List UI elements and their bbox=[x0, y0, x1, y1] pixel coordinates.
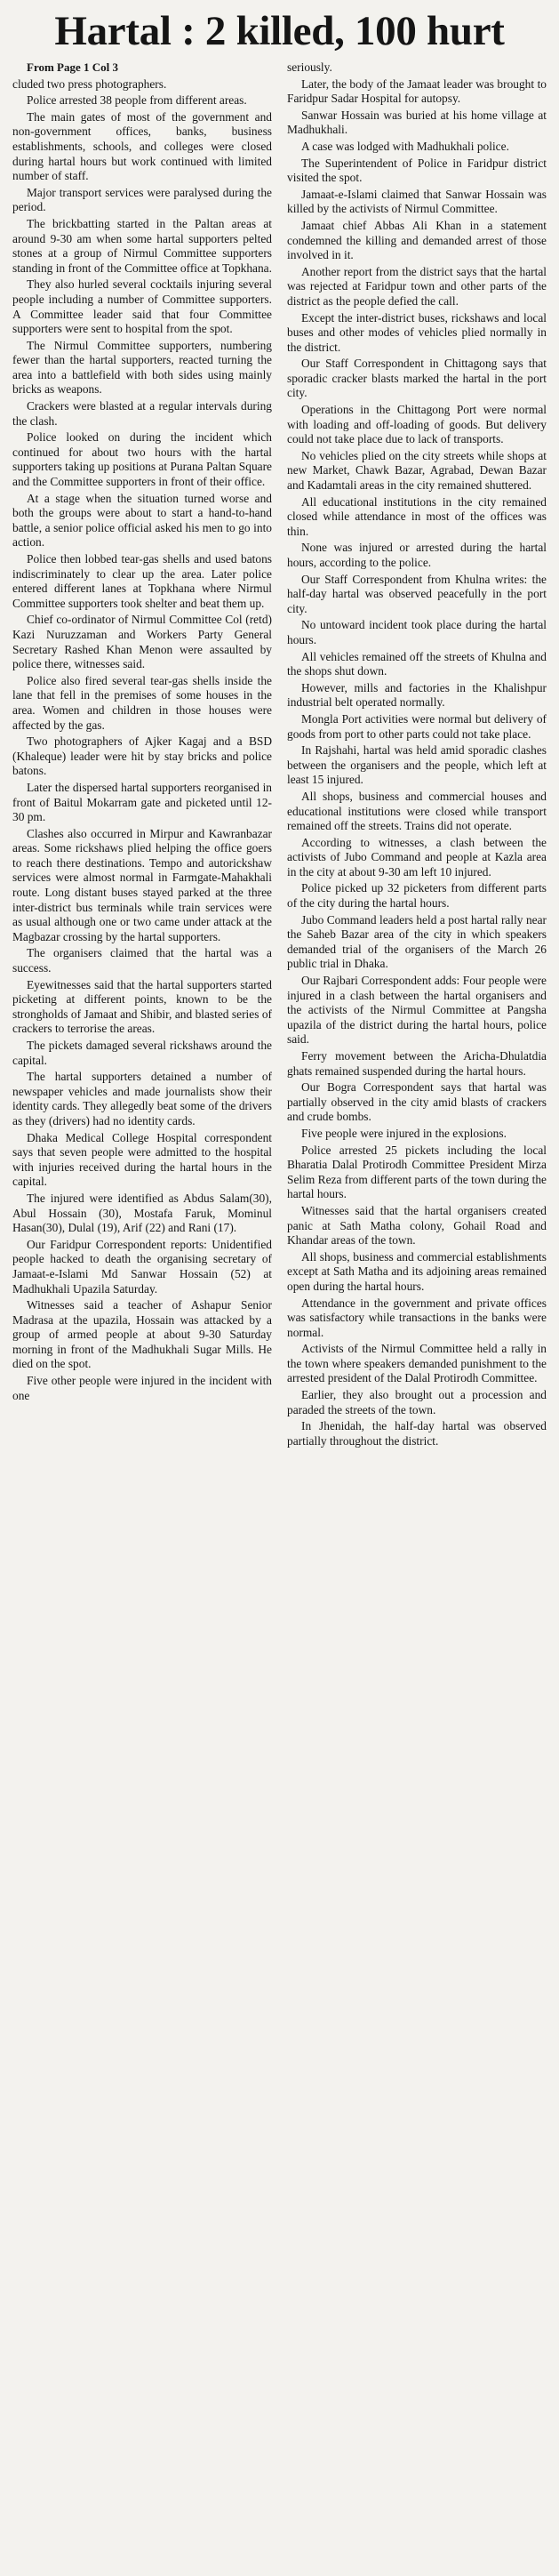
article-paragraph: In Jhenidah, the half-day hartal was observed partially throughout the district. bbox=[287, 1419, 547, 1448]
article-paragraph: seriously. bbox=[287, 60, 332, 74]
article-paragraph: Our Rajbari Correspondent adds: Four people were injured in a clash between the hartal organisers and the activists of the Nirmul Committee at Pangsha upazila of the district during the hartal hours, police said. bbox=[287, 974, 547, 1047]
article-paragraph: All shops, business and commercial houses and educational institutions were closed while transport remained off the streets. Trains did not operate. bbox=[287, 789, 547, 833]
article-paragraph: Crackers were blasted at a regular intervals during the clash. bbox=[12, 399, 272, 428]
article-paragraph: Police arrested 25 pickets including the local Bharatia Dalal Protirodh Committee President Mirza Selim Reza from different parts of the town during the hartal hours. bbox=[287, 1143, 547, 1201]
article-paragraph: Major transport services were paralysed during the period. bbox=[12, 185, 272, 214]
article-paragraph: Our Faridpur Correspondent reports: Unidentified people hacked to death the organising secretary of Jamaat-e-Islami Md Sanwar Hossain (52) at Madhukhali Upazila Saturday. bbox=[12, 1237, 272, 1296]
article-paragraph: The injured were identified as Abdus Salam(30), Abul Hossain (30), Mostafa Faruk, Mominul Hasan(30), Dulal (19), Arif (22) and Rani (17). bbox=[12, 1191, 272, 1235]
article-paragraph: The Nirmul Committee supporters, numbering fewer than the hartal supporters, reacted turning the area into a battlefield with both sides using mainly bricks as weapons. bbox=[12, 338, 272, 397]
article-paragraph: All educational institutions in the city remained closed while attendance in most of the offices was thin. bbox=[287, 494, 547, 538]
article-paragraph: Clashes also occurred in Mirpur and Kawranbazar areas. Some rickshaws plied helping the office goers to reach there destinations. Tempo and autorickshaw services were almost normal in Farmgate-Mahakhali route. Long distant buses stayed parked at the three inter-district bus terminals while train services were as usual although one or two came under attack at the Magbazar crossing by the hartal supporters. bbox=[12, 826, 272, 943]
article-paragraph: The Superintendent of Police in Faridpur district visited the spot. bbox=[287, 156, 547, 185]
article-paragraph: Dhaka Medical College Hospital correspondent says that seven people were admitted to the hospital with injuries received during the hartal hours in the capital. bbox=[12, 1130, 272, 1189]
article-paragraph: A case was lodged with Madhukhali police. bbox=[301, 139, 509, 153]
article-paragraph: Two photographers of Ajker Kagaj and a BSD (Khaleque) leader were hit by stay bricks and police batons. bbox=[12, 734, 272, 778]
article-paragraph: Police looked on during the incident which continued for about two hours with the hartal supporters taking up positions at Purana Paltan Square and the Committee supporters in front of their office. bbox=[12, 430, 272, 489]
article-paragraph: Jamaat-e-Islami claimed that Sanwar Hossain was killed by the activists of Nirmul Committee. bbox=[287, 187, 547, 216]
article-paragraph: Except the inter-district buses, rickshaws and local buses and other modes of vehicles plied normally in the district. bbox=[287, 310, 547, 354]
newspaper-clipping bbox=[0, 2, 559, 2576]
article-paragraph: Witnesses said a teacher of Ashapur Senior Madrasa at the upazila, Hossain was attacked by a group of armed people at about 9-30 Saturday morning in front of the Madhukhali Sugar Mills. He died on the spot. bbox=[12, 1298, 272, 1371]
article-paragraph: cluded two press photographers. bbox=[12, 76, 167, 91]
article-paragraph: Mongla Port activities were normal but delivery of goods from port to other parts could not take place. bbox=[287, 711, 547, 741]
article-paragraph: Eyewitnesses said that the hartal supporters started picketing at different points, known to be the strongholds of Jamaat and Shibir, and blasted series of crackers to terrorise the areas. bbox=[12, 977, 272, 1036]
article-paragraph: However, mills and factories in the Khalishpur industrial belt operated normally. bbox=[287, 680, 547, 710]
article-paragraph: They also hurled several cocktails injuring several people including a number of Committee supporters. A Committee leader said that four Committee supporters were sent to hospital from the spot. bbox=[12, 277, 272, 336]
article-paragraph: Police arrested 38 people from different areas. bbox=[27, 93, 247, 108]
article-paragraph: Police picked up 32 picketers from different parts of the city during the hartal hours. bbox=[287, 881, 547, 911]
article-paragraph: Five people were injured in the explosions. bbox=[301, 1126, 507, 1140]
article-paragraph: Five other people were injured in the incident with one bbox=[12, 1374, 272, 1402]
article-paragraph: Our Bogra Correspondent says that hartal was partially observed in the city amid blasts of crackers and crude bombs. bbox=[287, 1080, 547, 1124]
article-paragraph: No untoward incident took place during the hartal hours. bbox=[287, 618, 547, 646]
article-columns bbox=[12, 60, 547, 1450]
jump-line: From Page 1 Col 3 bbox=[27, 60, 119, 74]
right-column bbox=[287, 60, 547, 1450]
article-paragraph: According to witnesses, a clash between the activists of Jubo Command and people at Kazla area in the city at about 9-30 am left 10 injured. bbox=[287, 835, 547, 879]
article-paragraph: The pickets damaged several rickshaws around the capital. bbox=[12, 1039, 272, 1067]
article-paragraph: All vehicles remained off the streets of Khulna and the shops shut down. bbox=[287, 649, 547, 678]
article-paragraph: Sanwar Hossain was buried at his home village at Madhukhali. bbox=[287, 108, 547, 137]
article-paragraph: Jubo Command leaders held a post hartal rally near the Saheb Bazar area of the city in which speakers demanded trial of the organisers of the March 26 public trial in Dhaka. bbox=[287, 912, 547, 971]
article-paragraph: In Rajshahi, hartal was held amid sporadic clashes between the organisers and the people, which left at least 15 injured. bbox=[287, 743, 547, 787]
article-paragraph: None was injured or arrested during the hartal hours, according to the police. bbox=[287, 541, 547, 569]
article-paragraph: Earlier, they also brought out a procession and paraded the streets of the town. bbox=[287, 1388, 547, 1416]
article-paragraph: Ferry movement between the Aricha-Dhulatdia ghats remained suspended during the hartal hours. bbox=[287, 1049, 547, 1078]
article-paragraph: The brickbatting started in the Paltan areas at around 9-30 am when some hartal supporters pelted stones at a group of Nirmul Committee supporters standing in front of the Committee office at Topkhana. bbox=[12, 216, 272, 275]
article-paragraph: The organisers claimed that the hartal was a success. bbox=[12, 946, 272, 975]
article-paragraph: Our Staff Correspondent from Khulna writes: the half-day hartal was observed peacefully in the port city. bbox=[287, 572, 547, 615]
article-paragraph: Attendance in the government and private offices was satisfactory while transactions in the banks were normal. bbox=[287, 1296, 547, 1339]
article-paragraph: Police also fired several tear-gas shells inside the lane that fell in the premises of some houses in the area. Women and children in those houses were affected by the gas. bbox=[12, 673, 272, 732]
article-paragraph: Operations in the Chittagong Port were normal with loading and off-loading of goods. But delivery could not take place due to lack of transports. bbox=[287, 403, 547, 446]
headline: Hartal : 2 killed, 100 hurt bbox=[54, 8, 505, 54]
article-paragraph: The main gates of most of the government and non-government offices, banks, business establishments, schools, and colleges were closed during hartal hours but work continued with limited number of staff. bbox=[12, 109, 272, 183]
article-paragraph: Another report from the district says that the hartal was rejected at Faridpur town and other parts of the district as the people defied the call. bbox=[287, 264, 547, 308]
article-paragraph: Witnesses said that the hartal organisers created panic at Sath Matha colony, Gohail Road and Khandar areas of the town. bbox=[287, 1203, 547, 1248]
article-paragraph: Chief co-ordinator of Nirmul Committee Col (retd) Kazi Nuruzzaman and Workers Party General Secretary Rashed Khan Menon were assaulted by police there, witnesses said. bbox=[12, 613, 272, 671]
article-paragraph: Our Staff Correspondent in Chittagong says that sporadic cracker blasts marked the hartal in the port city. bbox=[287, 357, 547, 400]
left-column bbox=[12, 60, 272, 1450]
article-paragraph: Later the dispersed hartal supporters reorganised in front of Baitul Mokarram gate and picketed until 12-30 pm. bbox=[12, 780, 272, 824]
article-paragraph: No vehicles plied on the city streets while shops at new Market, Chawk Bazar, Agrabad, Dewan Bazar and Kadamtali areas in the city remained shuttered. bbox=[287, 448, 547, 493]
article-paragraph: The hartal supporters detained a number of newspaper vehicles and made journalists show their identity cards. They allegedly beat some of the drivers as they (drivers) had no identity cards. bbox=[12, 1070, 272, 1128]
article-paragraph: Police then lobbed tear-gas shells and used batons indiscriminately to clear up the area. Later police entered different lanes at Topkhana where Nirmul Committee supporters took shelter and beat them up. bbox=[12, 552, 272, 610]
article-paragraph: All shops, business and commercial establishments except at Sath Matha and its adjoining areas remained open during the hartal hours. bbox=[287, 1249, 547, 1293]
article-paragraph: Jamaat chief Abbas Ali Khan in a statement condemned the killing and demanded arrest of those involved in it. bbox=[287, 218, 547, 262]
article-paragraph: At a stage when the situation turned worse and both the groups were about to start a hand-to-hand battle, a senior police official asked his men to go into action. bbox=[12, 491, 272, 550]
article-paragraph: Activists of the Nirmul Committee held a rally in the town where speakers demanded punishment to the arrested president of the Dalal Protirodh Committee. bbox=[287, 1342, 547, 1385]
article-paragraph: Later, the body of the Jamaat leader was brought to Faridpur Sadar Hospital for autopsy. bbox=[287, 76, 547, 106]
